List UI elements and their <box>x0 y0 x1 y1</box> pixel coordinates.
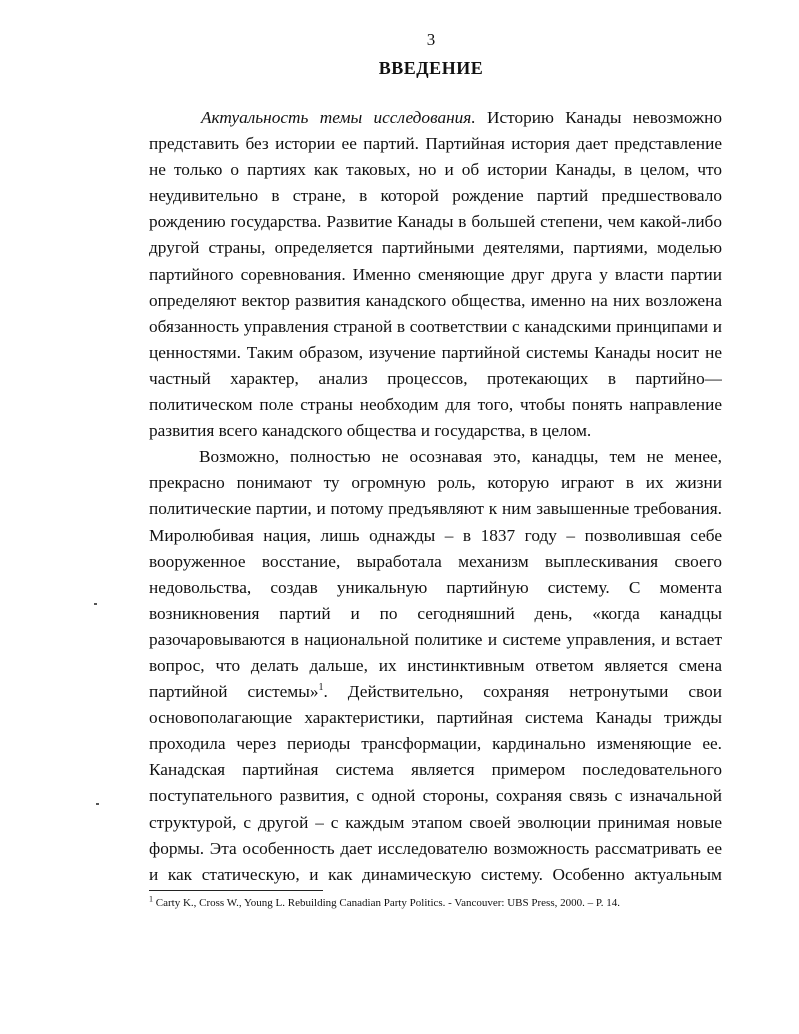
footnote-mark: 1 <box>149 894 153 904</box>
paragraph-party-system <box>149 444 722 888</box>
text-line: частный характер, анализ процессов, протекающих в партийно— <box>149 368 722 388</box>
text-line: Актуальность темы исследования. Историю Канады невозможно <box>201 108 722 127</box>
footnote <box>149 896 722 910</box>
emphasized-phrase: Актуальность темы исследования. <box>201 108 476 127</box>
text-line: прекрасно понимают ту огромную роль, которую играют в их жизни <box>149 473 722 493</box>
text-line: политическом поле страны необходим для того, чтобы понять направление <box>149 395 722 415</box>
footnote-text: Carty K., Cross W., Young L. Rebuilding Canadian Party Politics. - Vancouver: UBS Press, 2000. – P. 14. <box>153 897 621 909</box>
footnote-divider <box>149 890 323 891</box>
scan-speck <box>96 803 99 805</box>
text-line: возникновения партий и по сегодняшний день, «когда канадцы <box>149 603 722 623</box>
text-line: развития всего канадского общества и государства, в целом. <box>149 421 592 441</box>
text-line: разочаровываются в национальной политике и системе управления, и встает <box>149 629 722 649</box>
text-line: Миролюбивая нация, лишь однажды – в 1837 году – позволившая себе <box>149 525 722 545</box>
text-line: недовольства, создав уникальную партийную систему. С момента <box>149 577 722 597</box>
paragraph-relevance <box>149 105 722 444</box>
text-line: поступательного развития, с одной стороны, сохраняя связь с изначальной <box>149 786 722 806</box>
text-line: представить без истории ее партий. Партийная история дает представление <box>149 134 722 154</box>
page-heading: ВВЕДЕНИЕ <box>378 58 484 78</box>
text-line: Возможно, полностью не осознавая это, канадцы, тем не менее, <box>199 447 722 467</box>
text-line: вооруженное восстание, выработала механизм выплескивания своего <box>149 551 722 571</box>
text-line: партийной системы»$^1$. Действительно, сохраняя нетронутыми свои <box>149 682 722 702</box>
page-number: 3 <box>426 30 436 49</box>
text-line: другой страны, определяется партийными деятелями, партиями, моделью <box>149 238 722 258</box>
text-line: формы. Эта особенность дает исследователю возможность рассматривать ее <box>149 838 722 858</box>
scan-speck <box>94 603 97 605</box>
text-line: определяют вектор развития канадского общества, именно на них возложена <box>149 290 722 310</box>
text-line: основополагающие характеристики, партийная система Канады трижды <box>149 708 722 728</box>
text-line: политические партии, и потому предъявляют к ним завышенные требования. <box>149 499 722 519</box>
text-line: ценностями. Таким образом, изучение партийной системы Канады носит не <box>149 342 722 362</box>
text-line: и как статическую, и как динамическую систему. Особенно актуальным <box>149 864 722 884</box>
text-line: обязанность управления страной в соответствии с канадскими принципами и <box>149 316 722 336</box>
text-line: Канадская партийная система является примером последовательного <box>149 760 722 780</box>
text-line: рождению государства. Развитие Канады в большей степени, чем какой-либо <box>149 212 722 232</box>
footnote-reference[interactable]: 1 <box>318 682 324 694</box>
text-line: вопрос, что делать дальше, их инстинктивным ответом является смена <box>149 655 722 675</box>
text-line: партийного соревнования. Именно сменяющие друг друга у власти партии <box>149 264 722 284</box>
text-line: неудивительно в стране, в которой рождение партий предшествовало <box>149 186 722 206</box>
text-line: проходила через периоды трансформации, кардинально изменяющие ее. <box>149 734 722 754</box>
text-line: структурой, с другой – с каждым этапом своей эволюции принимая новые <box>149 812 722 832</box>
body-text <box>149 105 722 888</box>
text-line: не только о партиях как таковых, но и об истории Канады, в целом, что <box>149 160 722 180</box>
